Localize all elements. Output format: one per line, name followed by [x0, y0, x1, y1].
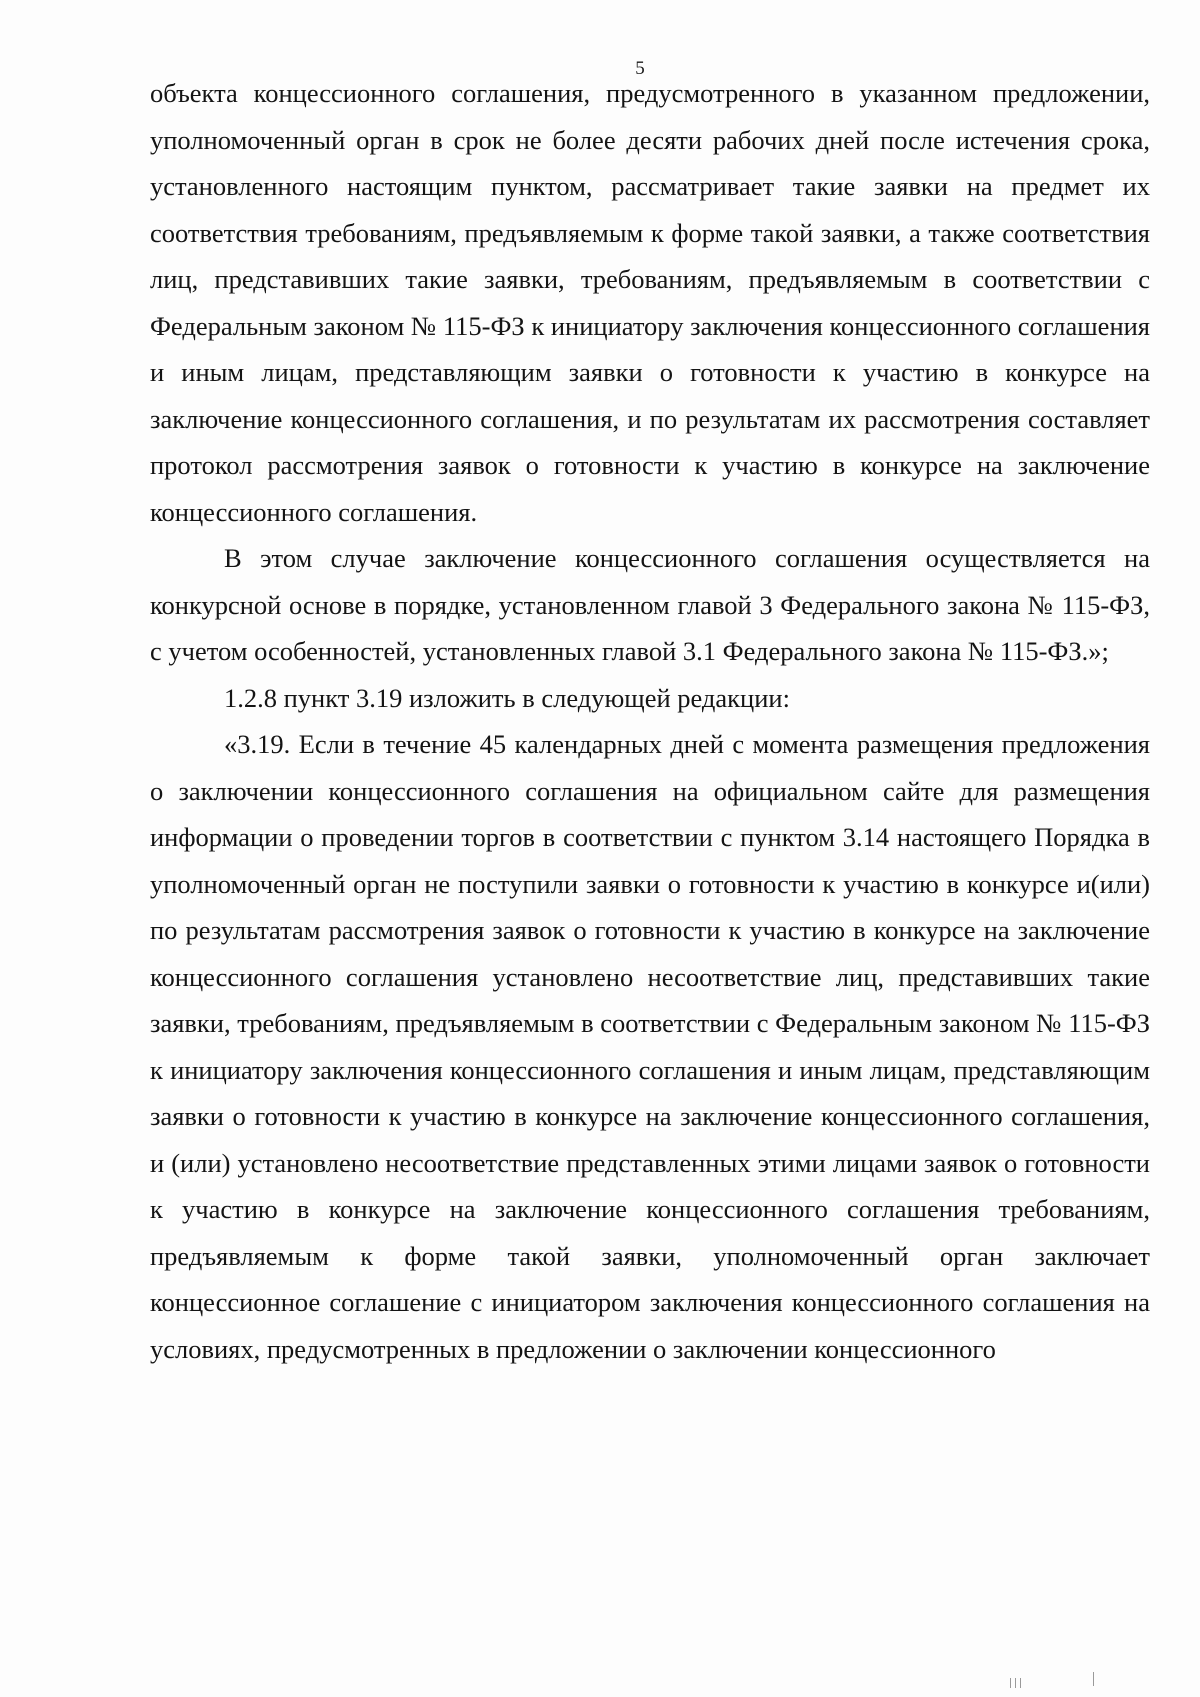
- paragraph-competition-basis: В этом случае заключение концессионного соглашения осуществляется на конкурсной основе в порядке, установленном главой 3 Федерального закона № 115-ФЗ, с учетом особенностей, установленных главой 3.1 Федерального закона № 115-ФЗ.»;: [150, 543, 1150, 666]
- scan-artifact-mark: [1010, 1678, 1011, 1688]
- document-body: [150, 70, 1150, 1372]
- page-number: 5: [635, 58, 645, 79]
- scan-artifact-mark: [1020, 1678, 1021, 1688]
- paragraph-clause-3-19: «3.19. Если в течение 45 календарных дней с момента размещения предложения о заключении концессионного соглашения на официальном сайте для размещения информации о проведении торгов в соответствии с пунктом 3.14 настоящего Порядка в уполномоченный орган не поступили заявки о готовности к участию в конкурсе и(или) по результатам рассмотрения заявок о готовности к участию в конкурсе на заключение концессионного соглашения установлено несоответствие лиц, представивших такие заявки, требованиям, предъявляемым в соответствии с Федеральным законом № 115-ФЗ к инициатору заключения концессионного соглашения и иным лицам, представляющим заявки о готовности к участию в конкурсе на заключение концессионного соглашения, и (или) установлено несоответствие представленных этими лицами заявок о готовности к участию в конкурсе на заключение концессионного соглашения требованиям, предъявляемым к форме такой заявки, уполномоченный орган заключает концессионное соглашение с инициатором заключения концессионного соглашения на условиях, предусмотренных в предложении о заключении концессионного: [150, 729, 1150, 1364]
- paragraph-amendment-1-2-8: 1.2.8 пункт 3.19 изложить в следующей редакции:: [224, 682, 790, 713]
- scan-artifact-mark: [1093, 1672, 1094, 1686]
- scan-artifact-mark: [1015, 1678, 1016, 1688]
- paragraph-continuation: объекта концессионного соглашения, предусмотренного в указанном предложении, уполномоченный орган в срок не более десяти рабочих дней после истечения срока, установленного настоящим пунктом, рассматривает такие заявки на предмет их соответствия требованиям, предъявляемым к форме такой заявки, а также соответствия лиц, представивших такие заявки, требованиям, предъявляемым в соответствии с Федеральным законом № 115-ФЗ к инициатору заключения концессионного соглашения и иным лицам, представляющим заявки о готовности к участию в конкурсе на заключение концессионного соглашения, и по результатам их рассмотрения составляет протокол рассмотрения заявок о готовности к участию в конкурсе на заключение концессионного соглашения.: [150, 78, 1150, 527]
